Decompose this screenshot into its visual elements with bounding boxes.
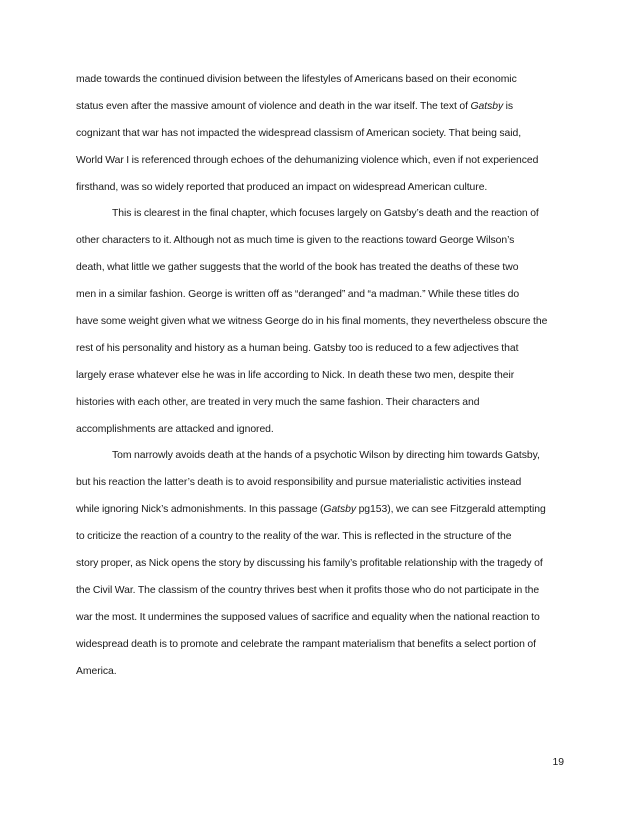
text-line: the Civil War. The classism of the country thrives best when it profits those who do not participate in the (76, 584, 540, 596)
paragraph (76, 67, 564, 201)
italic-title: Gatsby (470, 100, 504, 112)
text-line: This is clearest in the final chapter, which focuses largely on Gatsby’s death and the reaction of (112, 208, 539, 220)
italic-title: Gatsby (323, 504, 357, 516)
text-line: rest of his personality and history as a human being. Gatsby too is reduced to a few adjectives that (76, 342, 519, 354)
text-line: World War I is referenced through echoes of the dehumanizing violence which, even if not experienced (76, 154, 539, 166)
text-line: death, what little we gather suggests that the world of the book has treated the deaths of these two (76, 262, 519, 274)
text-line: story proper, as Nick opens the story by discussing his family’s profitable relationship with the tragedy of (76, 558, 543, 570)
text-line: to criticize the reaction of a country to the reality of the war. This is reflected in the structure of the (76, 531, 512, 543)
text-line: histories with each other, are treated in very much the same fashion. Their characters and (76, 396, 480, 408)
text-line: have some weight given what we witness George do in his final moments, they nevertheless obscure the (76, 316, 548, 328)
text-line: accomplishments are attacked and ignored. (76, 423, 274, 435)
text-line: status even after the massive amount of violence and death in the war itself. The text of Gatsby is (76, 100, 514, 112)
text-line: men in a similar fashion. George is written off as “deranged” and “a madman.” While these titles do (76, 289, 520, 301)
text-line: America. (76, 665, 117, 677)
body-text (76, 67, 564, 685)
paragraph (76, 201, 564, 443)
text-line: other characters to it. Although not as much time is given to the reactions toward George Wilson’s (76, 235, 515, 247)
text-line: made towards the continued division between the lifestyles of Americans based on their economic (76, 74, 517, 85)
text-line: largely erase whatever else he was in life according to Nick. In death these two men, despite their (76, 369, 515, 381)
text-line: firsthand, was so widely reported that produced an impact on widespread American culture. (76, 181, 488, 193)
text-line: Tom narrowly avoids death at the hands of a psychotic Wilson by directing him towards Gatsby, (112, 450, 540, 462)
paragraph (76, 443, 564, 685)
text-line: cognizant that war has not impacted the widespread classism of American society. That being said, (76, 127, 522, 139)
text-line: but his reaction the latter’s death is to avoid responsibility and pursue materialistic activities instead (76, 477, 522, 489)
text-line: while ignoring Nick’s admonishments. In this passage (Gatsby pg153), we can see Fitzgerald attempting (76, 504, 546, 516)
page-number: 19 (552, 757, 564, 768)
text-line: war the most. It undermines the supposed values of sacrifice and equality when the national reaction to (76, 611, 540, 623)
text-line: widespread death is to promote and celebrate the rampant materialism that benefits a select portion of (76, 638, 536, 650)
